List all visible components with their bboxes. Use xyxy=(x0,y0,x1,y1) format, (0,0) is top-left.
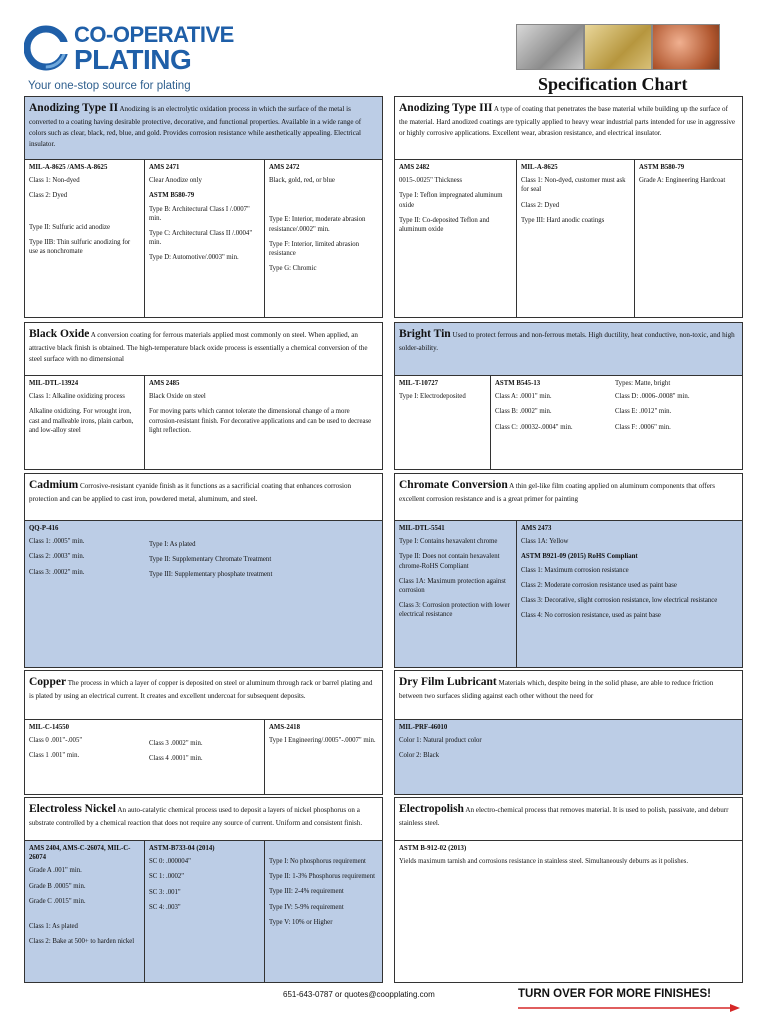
spec-column xyxy=(25,521,145,667)
anodizing-type-iii-panel xyxy=(394,96,743,318)
spec-item: SC 3: .001" xyxy=(149,888,181,896)
section-title: Cadmium xyxy=(29,479,79,491)
copper-part-photo xyxy=(652,24,720,70)
spec-column xyxy=(145,841,265,982)
spec-item: Class B: .0002" min. xyxy=(495,408,552,416)
spec-item: Class 0 .001"-.005" xyxy=(29,737,83,745)
section-title: Dry Film Lubricant xyxy=(399,676,497,688)
spec-column xyxy=(265,720,382,794)
spec-item: Grade A .001" min. xyxy=(29,867,82,875)
spec-item: 0015-.0025" Thickness xyxy=(399,177,463,185)
spec-item: Type III: Supplementary phosphate treatment xyxy=(149,571,273,579)
spec-item: Class 3: Decorative, slight corrosion resistance, low electrical resistance xyxy=(521,596,718,604)
spec-heading: MIL-DTL-13924 xyxy=(29,380,79,387)
spec-column xyxy=(25,720,145,794)
spec-item: Grade C .0015" min. xyxy=(29,897,86,905)
section-description: Corrosive-resistant cyanide finish as it functions as a sacrificial coating that enhances corrosion protection and can be applied to cast iron, powdered metal, aluminum, and steel. xyxy=(29,482,352,504)
spec-item: Class 1: Non-dyed xyxy=(29,177,80,185)
spec-item: Type I: Teflon impregnated aluminum oxide xyxy=(399,192,503,209)
spec-item: Type I Engineering/.0005"-.0007" min. xyxy=(269,737,376,745)
logo-swirl-icon xyxy=(24,22,68,74)
spec-item: Class 2: Moderate corrosion resistance used as paint base xyxy=(521,581,677,589)
spec-column xyxy=(145,521,382,667)
spec-item: Black, gold, red, or blue xyxy=(269,177,335,185)
section-description: Materials which, despite being in the solid phase, are able to reduce friction between two surfaces sliding against each other without the need for xyxy=(399,679,714,701)
spec-item: Type I: Contains hexavalent chrome xyxy=(399,538,498,546)
spec-column xyxy=(25,376,145,469)
section-title: Black Oxide xyxy=(29,328,90,340)
spec-item: Class 1A: Yellow xyxy=(521,538,569,546)
spec-item: Type IV: 5-9% requirement xyxy=(269,903,344,911)
spec-heading: ASTM-B733-04 (2014) xyxy=(149,845,215,852)
spec-item: Class C: .00032-.0004" min. xyxy=(495,423,573,431)
spec-column xyxy=(25,841,145,982)
spec-item: Type III: Hard anodic coatings xyxy=(521,216,605,224)
section-header xyxy=(395,671,742,720)
spec-item: Type G: Chromic xyxy=(269,265,317,273)
spec-item: Type II: Supplementary Chromate Treatment xyxy=(149,556,272,564)
logo-line1: CO-OPERATIVE xyxy=(74,22,234,47)
spec-item: Class 1: Maximum corrosion resistance xyxy=(521,566,629,574)
spec-subheading: ASTM B580-79 xyxy=(149,192,195,200)
spec-column xyxy=(395,841,742,982)
spec-heading: AMS 2472 xyxy=(269,164,300,171)
spec-item: Class 3: Corrosion protection with lower electrical resistance xyxy=(399,602,510,619)
spec-heading: Types: Matte, bright xyxy=(615,380,671,387)
copper-panel xyxy=(24,670,383,795)
spec-item: Class 3: .0002" min. xyxy=(29,568,85,576)
section-header xyxy=(395,323,742,376)
spec-heading: ASTM B580-79 xyxy=(639,164,685,171)
section-description: Used to protect ferrous and non-ferrous metals. High ductility, heat conductive, non-toxic, and high solder-ability. xyxy=(399,331,735,353)
spec-item: Class F: .0006" min. xyxy=(615,423,671,431)
spec-heading: AMS 2485 xyxy=(149,380,180,387)
section-description: The process in which a layer of copper is deposited on steel or aluminum through rack or barrel plating and is plated by using an electrical current. It creates and excellent undercoat for subsequent deposits. xyxy=(29,679,373,701)
section-description: Anodizing is an electrolytic oxidation process in which the surface of the metal is converted to a coating having desirable protective, decorative, and functional properties. Available in a wide range of colors such as clear, black, red, blue, and gold. Provides corrosion resistance while aesthetically appealing. Electrical insulator. xyxy=(29,105,362,148)
section-header xyxy=(395,798,742,841)
electropolish-panel xyxy=(394,797,743,983)
spec-item: Type E: Interior, moderate abrasion resistance/.0002" min. xyxy=(269,216,366,233)
spec-item: Grade A: Engineering Hardcoat xyxy=(639,177,726,185)
spec-item: Type I: Electrodeposited xyxy=(399,393,466,401)
spec-item: Type II: 1-3% Phosphorus requirement xyxy=(269,873,375,881)
spec-item: Class E: .0012" min. xyxy=(615,408,672,416)
spec-column xyxy=(145,376,382,469)
logo-line2: PLATING xyxy=(74,44,192,75)
spec-item: Class 2: .0003" min. xyxy=(29,553,85,561)
spec-column xyxy=(395,521,517,667)
spec-heading: MIL-PRF-46010 xyxy=(399,724,448,731)
spec-item: Type II: Sulfuric acid anodize xyxy=(29,223,111,231)
spec-item: Class 1: Alkaline oxidizing process xyxy=(29,393,125,401)
section-header xyxy=(395,474,742,521)
spec-column xyxy=(145,720,265,794)
section-title: Copper xyxy=(29,676,67,688)
bright-tin-panel xyxy=(394,322,743,470)
spec-subheading: ASTM B921-09 (2015) RoHS Compliant xyxy=(521,553,638,561)
spec-heading: AMS 2482 xyxy=(399,164,430,171)
spec-item: Class 1: Non-dyed, customer must ask for seal xyxy=(521,177,626,194)
spec-heading: MIL-DTL-5541 xyxy=(399,525,445,532)
spec-item: Class D: .0006-.0008" min. xyxy=(615,393,690,401)
spec-item: Type III: 2-4% requirement xyxy=(269,888,344,896)
spec-item: SC 4: .003" xyxy=(149,903,181,911)
page-title: Specification Chart xyxy=(538,74,688,94)
spec-column xyxy=(265,841,382,982)
section-description: A type of coating that penetrates the base material while building up the surface of the material. Hard anodized coatings are typically applied to heavy wear industrial parts intended for use in aggressive or highly corrosive applications. Excellent wear, abrasion resistance, and electrical insulator. xyxy=(399,105,736,137)
spec-item: Type IIB: Thin sulfuric anodizing for use as nonchromate xyxy=(29,238,131,255)
spec-heading: AMS 2471 xyxy=(149,164,180,171)
spec-heading: AMS-2418 xyxy=(269,724,300,731)
section-header xyxy=(395,97,742,160)
spec-column xyxy=(395,160,517,317)
spec-item: Type C: Architectural Class II /.0004" min. xyxy=(149,229,253,247)
spec-item: Type D: Automotive/.0003" min. xyxy=(149,254,239,262)
contact-info: 651-643-0787 or quotes@coopplating.com xyxy=(283,990,435,999)
black-oxide-panel xyxy=(24,322,383,470)
spec-heading: AMS 2404, AMS-C-26074, MIL-C-26074 xyxy=(29,845,131,862)
page-header xyxy=(0,0,768,96)
spec-column xyxy=(491,376,611,469)
section-header xyxy=(25,798,382,841)
section-header xyxy=(25,474,382,521)
section-header xyxy=(25,97,382,160)
spec-item: Type B: Architectural Class I /.0007" min. xyxy=(149,205,250,222)
spec-heading: MIL-C-14550 xyxy=(29,724,70,731)
section-title: Anodizing Type III xyxy=(399,102,493,114)
spec-item: Type I: No phosphorus requirement xyxy=(269,858,366,865)
spec-item: Class 1 .001" min. xyxy=(29,752,80,760)
spec-column xyxy=(517,521,742,667)
section-description: A thin gel-like film coating applied on aluminum components that offers excellent corrosion resistance and is a great primer for painting xyxy=(399,482,716,504)
spec-item: Grade B .0005" min. xyxy=(29,882,86,890)
spec-column xyxy=(395,376,491,469)
spec-item: Type I: As plated xyxy=(149,541,196,548)
spec-item: Type V: 10% or Higher xyxy=(269,918,333,926)
spec-item: Type II: Co-deposited Teflon and aluminum oxide xyxy=(399,216,490,233)
spec-item: Class 2: Dyed xyxy=(29,192,68,200)
spec-column xyxy=(145,160,265,317)
section-description: An electro-chemical process that removes material. It is used to polish, passivate, and deburr stainless steel. xyxy=(399,806,729,828)
section-title: Electropolish xyxy=(399,803,464,815)
spec-column xyxy=(395,720,742,794)
spec-item: Black Oxide on steel xyxy=(149,393,206,401)
spec-heading: MIL-A-8625 /AMS-A-8625 xyxy=(29,164,108,171)
spec-item: Class 1: .0005" min. xyxy=(29,538,85,546)
spec-column xyxy=(517,160,635,317)
spec-item: Class 2: Dyed xyxy=(521,201,560,209)
spec-item: For moving parts which cannot tolerate the dimensional change of a more corrosion-resistant finish. For decorative applications and can be used to decrease light reflection. xyxy=(149,408,372,434)
section-header xyxy=(25,323,382,376)
spec-item: Color 2: Black xyxy=(399,752,440,760)
section-description: A conversion coating for ferrous materials applied most commonly on steel. When applied, an attractive black finish is obtained. The high-temperature black oxide process is essentially a chemical conversion of the steel surface with no dimensional xyxy=(29,331,368,363)
spec-column xyxy=(265,160,382,317)
section-description: An auto-catalytic chemical process used to deposit a layers of nickel phosphorus on a substrate controlled by a chemical reaction that does not require any source of current. Uniform and consistent finish. xyxy=(29,806,363,828)
spec-item: Color 1: Natural product color xyxy=(399,737,482,745)
section-header xyxy=(25,671,382,720)
tagline: Your one-stop source for plating xyxy=(28,80,191,92)
spec-column xyxy=(25,160,145,317)
spec-item: Class A: .0001" min. xyxy=(495,393,552,401)
section-title: Bright Tin xyxy=(399,328,451,340)
spec-item: Alkaline oxidizing. For wrought iron, cast and malleable irons, plain carbon, and low-alloy steel xyxy=(29,408,134,434)
spec-item: Type F: Interior, limited abrasion resistance xyxy=(269,240,360,257)
gold-part-photo xyxy=(584,24,652,70)
spec-item: Class 3 .0002" min. xyxy=(149,740,203,747)
spec-item: SC 0: .000004" xyxy=(149,858,191,866)
spec-item: Clear Anodize only xyxy=(149,177,202,185)
spec-heading: AMS 2473 xyxy=(521,525,552,532)
spec-item: Class 4: No corrosion resistance, used as paint base xyxy=(521,612,661,620)
dry-film-lubricant-panel xyxy=(394,670,743,795)
spec-item: Class 1A: Maximum protection against corrosion xyxy=(399,577,506,594)
spec-heading: MIL-A-8625 xyxy=(521,164,558,171)
spec-item: Class 2: Bake at 500+ to harden nickel xyxy=(29,938,135,946)
spec-item: Class 1: As plated xyxy=(29,922,78,930)
spec-column xyxy=(611,376,742,469)
spec-heading: QQ-P-416 xyxy=(29,525,59,532)
spec-heading: MIL-T-10727 xyxy=(399,380,439,387)
section-title: Anodizing Type II xyxy=(29,102,119,114)
section-title: Chromate Conversion xyxy=(399,479,508,491)
section-title: Electroless Nickel xyxy=(29,803,116,815)
turn-over-notice: TURN OVER FOR MORE FINISHES! xyxy=(518,988,711,1000)
arrow-right-icon xyxy=(518,1003,740,1013)
electroless-nickel-panel xyxy=(24,797,383,983)
chromate-conversion-panel xyxy=(394,473,743,668)
spec-heading: ASTM B-912-02 (2013) xyxy=(399,845,467,852)
spec-heading: ASTM B545-13 xyxy=(495,380,541,387)
anodizing-type-ii-panel xyxy=(24,96,383,318)
silver-part-photo xyxy=(516,24,584,70)
spec-column xyxy=(635,160,742,317)
spec-item: SC 1: .0002" xyxy=(149,873,185,881)
spec-item: Yields maximum tarnish and corrosions resistance in stainless steel. Simultaneously deburrs as it polishes. xyxy=(399,858,689,866)
cadmium-panel xyxy=(24,473,383,668)
spec-item: Class 4 .0001" min. xyxy=(149,755,203,763)
spec-item: Type II: Does not contain hexavalent chrome-RoHS Compliant xyxy=(399,553,500,570)
